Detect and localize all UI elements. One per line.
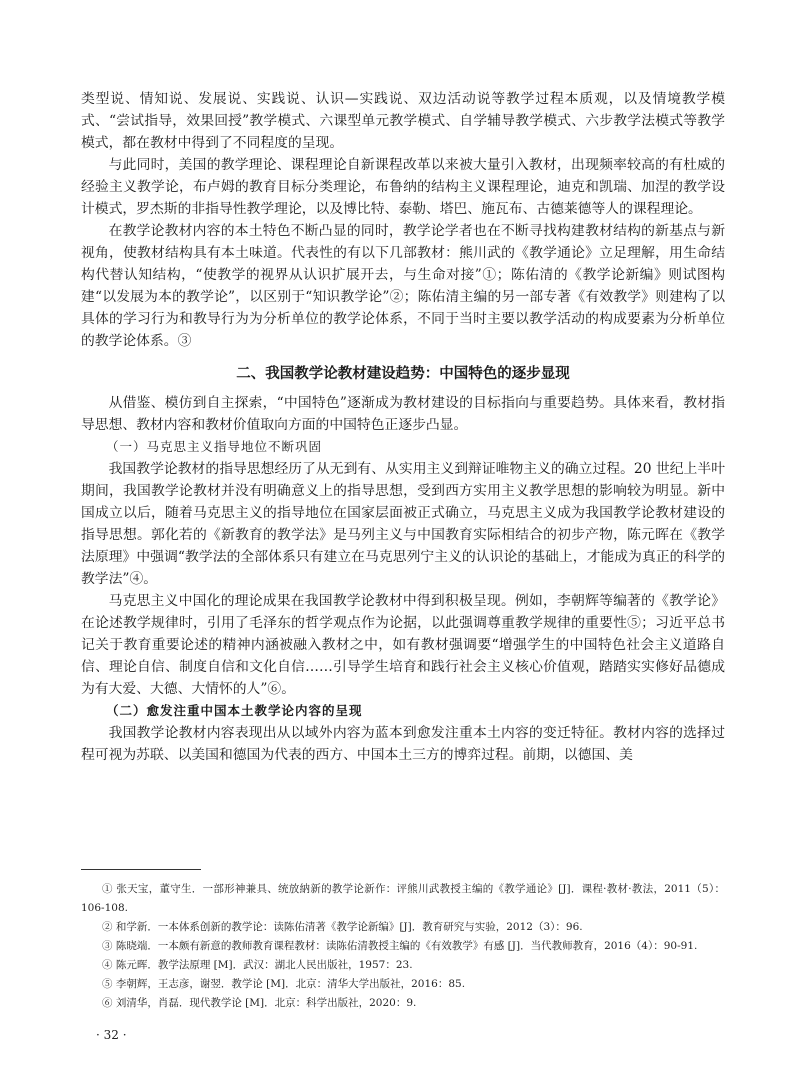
footnote-5: ⑤ 李朝辉，王志彦，谢翌．教学论 [M]．北京：清华大学出版社，2016：85. xyxy=(102,978,466,990)
footnote-1: ① 张天宝，董守生．一部形神兼具、统放納新的教学论新作：评熊川武教授主编的《教学通论》[J]．课程·教材·教法，2011（5）：106-108. xyxy=(81,883,725,914)
footnotes xyxy=(81,880,725,1013)
paragraph-6: 马克思主义中国化的理论成果在我国教学论教材中得到积极呈现。例如，李朝辉等编著的《教学论》在论述教学规律时，引用了毛泽东的哲学观点作为论据，以此强调尊重教学规律的重要性⑤；习近平总书记关于教育重要论述的精神内涵被融入教材之中，如有教材强调要“增强学生的中国特色社会主义道路自信、理论自信、制度自信和文化自信……引导学生培育和践行社会主义核心价值观，踏踏实实修好品德成为有大爱、大德、大情怀的人”⑥。 xyxy=(81,593,725,697)
paragraph-5: 我国教学论教材的指导思想经历了从无到有、从实用主义到辩证唯物主义的确立过程。20 世纪上半叶期间，我国教学论教材并没有明确意义上的指导思想，受到西方实用主义教学思想的影响较为明显。新中国成立以后，随着马克思主义的指导地位在国家层面被正式确立，马克思主义成为我国教学论教材建设的指导思想。郭化若的《新教育的教学法》是马列主义与中国教育实际相结合的初步产物，陈元晖在《教学法原理》中强调“教学法的全部体系只有建立在马克思列宁主义的认识论的基础上，才能成为真正的科学的教学法”④。 xyxy=(81,461,725,587)
paragraph-1: 类型说、情知说、发展说、实践说、认识—实践说、双边活动说等教学过程本质观，以及情境教学模式、“尝试指导，效果回授”教学模式、六课型单元教学模式、自学辅导教学模式、六步教学法模式等教学模式，都在教材中得到了不同程度的呈现。 xyxy=(81,91,725,151)
footnote-3: ③ 陈晓端．一本颇有新意的教师教育课程教材：读陈佑清教授主编的《有效教学》有感 [J]．当代教师教育，2016（4）：90-91. xyxy=(102,940,698,952)
page-number: · 32 · xyxy=(96,1028,127,1042)
main-text xyxy=(81,88,725,766)
footnote-2: ② 和学新．一本体系创新的教学论：读陈佑清著《教学论新编》[J]．教育研究与实验，2012（3）：96. xyxy=(102,921,583,933)
footnote-6: ⑥ 刘清华，肖磊．现代教学论 [M]．北京：科学出版社，2020：9. xyxy=(102,997,417,1009)
subsection-title-1: （一）马克思主义指导地位不断巩固 xyxy=(106,439,323,454)
subsection-title-2: （二）愈发注重中国本土教学论内容的呈现 xyxy=(106,703,363,718)
paragraph-4: 从借鉴、模仿到自主探索，“中国特色”逐渐成为教材建设的目标指向与重要趋势。具体来看，教材指导思想、教材内容和教材价值取向方面的中国特色正逐步凸显。 xyxy=(81,395,725,433)
paragraph-7: 我国教学论教材内容表现出从以域外内容为蓝本到愈发注重本土内容的变迁特征。教材内容的选择过程可视为苏联、以美国和德国为代表的西方、中国本土三方的博弈过程。前期，以德国、美 xyxy=(81,725,725,763)
paragraph-2: 与此同时，美国的教学理论、课程理论自新课程改革以来被大量引入教材，出现频率较高的有杜威的经验主义教学论，布卢姆的教育目标分类理论，布鲁纳的结构主义课程理论，迪克和凯瑞、加涅的教学设计模式，罗杰斯的非指导性教学理论，以及博比特、泰勒、塔巴、施瓦布、古德莱德等人的课程理论。 xyxy=(81,157,725,217)
paragraph-3: 在教学论教材内容的本土特色不断凸显的同时，教学论学者也在不断寻找构建教材结构的新基点与新视角，使教材结构具有本土味道。代表性的有以下几部教材：熊川武的《教学通论》立足理解，用生命结构代替认知结构，“使教学的视界从认识扩展开去，与生命对接”①；陈佑清的《教学论新编》则试图构建“以发展为本的教学论”，以区别于“知识教学论”②；陈佑清主编的另一部专著《有效教学》则建构了以具体的学习行为和教导行为为分析单位的教学论体系，不同于当时主要以教学活动的构成要素为分析单位的教学论体系。③ xyxy=(81,223,725,349)
section-title: 二、我国教学论教材建设趋势：中国特色的逐步显现 xyxy=(236,366,570,382)
footnote-4: ④ 陈元晖．教学法原理 [M]．武汉：湖北人民出版社，1957：23. xyxy=(102,959,413,971)
footnote-rule xyxy=(81,869,201,870)
